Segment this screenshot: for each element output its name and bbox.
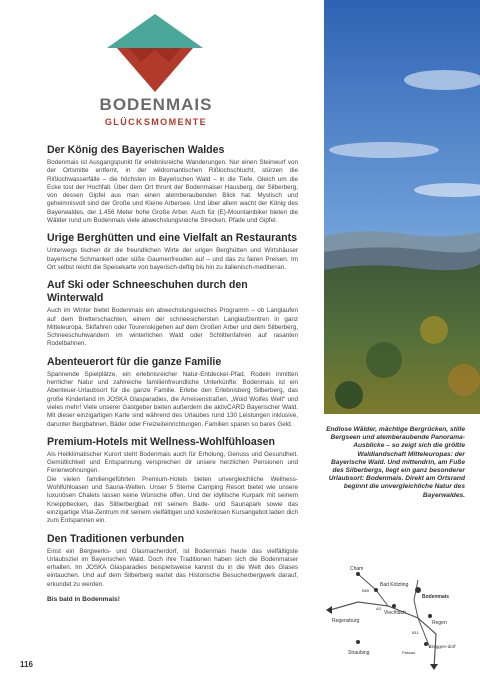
section-winter	[47, 279, 298, 348]
section-berghuetten	[47, 232, 298, 272]
label-straubing: Straubing	[348, 650, 370, 656]
article-body	[47, 144, 298, 603]
label-regensburg: Regensburg	[332, 618, 360, 624]
label-bodenmais: Bodenmais	[422, 594, 449, 600]
photo-caption: Endlose Wälder, mächtige Bergrücken, stille Bergseen und atemberaubende Panorama-Ausblicke – so zeigt sich die größte Waldlandschaft Mitteleuropas: der Bayerische Wald. Und mittendrin, am Fuße des Silberbergs, liegt ein ganz besonderer Urlaubsort: Bodenmais. Direkt am Ortsrand beginnt die unvergleichliche Natur des Bayerwaldes.	[326, 426, 465, 499]
brand-block	[90, 96, 222, 128]
label-passau: Passau	[402, 650, 416, 655]
section-text: Bodenmais ist Ausgangspunkt für erlebnisreiche Wanderungen. Nur einen Steinwurf von der Ortsmitte entfernt, in der wildromantischen Rißlochschlucht, stürzen die Rißlochwasserfälle – die höchsten im Bayerischen Wald – in die Tiefe. Gleich um die Ecke tost der Hochfall. Über dem Ort thront der Bodenmaiser Hausberg, der Silberberg, von dessen Gipfel aus man einen atemberaubenden Blick hat. Mystisch und geheimnisvoll sind der Große und Kleine Arbersee. Und über allem wacht der König des Bayerwaldes, der 1.456 Meter hohe Große Arber. Auch für (E)-Mountainbiker bieten die Wälder rund um Bodenmais viele abwechslungsreiche Strecken, Pfade und Gipfel.	[47, 159, 298, 225]
marker-viechtach	[392, 604, 396, 608]
bodenmais-logo	[107, 14, 203, 92]
marker-cham	[356, 572, 360, 576]
section-text: Einst ein Bergwerks- und Glasmacherdorf, ist Bodenmais heute das vielfältigste Urlaubsziel im Bayerischen Wald. Doch ihre Traditionen haben sich die Bodenmaiser erhalten. Im JOSKA Glasparadies beispielsweise kannst du in die Welt des Glases eintauchen. Und auf dem Silberberg wartet das Historische Besucherbergwerk darauf, erkundet zu werden.	[47, 547, 298, 588]
section-heading: Premium-Hotels mit Wellness-Wohlfühloasen	[47, 435, 275, 448]
marker-bad-koetzting	[374, 588, 378, 592]
section-familie	[47, 356, 298, 429]
logo-teal-peak	[107, 14, 203, 48]
marker-straubing	[356, 640, 360, 644]
section-heading: Auf Ski oder Schneeschuhen durch den Winterwald	[47, 279, 248, 305]
section-heading: Abenteuerort für die ganze Familie	[47, 355, 222, 368]
label-b85: B85	[362, 588, 370, 593]
logo-red-heart	[117, 48, 193, 92]
section-wellness	[47, 436, 298, 526]
section-heading: Urige Berghütten und eine Vielfalt an Restaurants	[47, 232, 297, 245]
location-map	[318, 560, 468, 678]
section-text: Auch im Winter bietet Bodenmais ein abwechslungsreiches Programm – ob Langlaufen auf dem Bretterschachten, einem der schneesichersten Langlaufzentren in ganz Mitteleuropa, Skifahren oder Tourenskigehen auf dem Großen Arber und dem Silberberg, Schneeschuhwandern im winterlichen Wald oder Schlittenfahren auf rasanten Rodelbahnen.	[47, 307, 298, 348]
section-text: Als Heilklimatischer Kurort steht Bodenmais auch für Erholung, Genuss und Gesundheit. Gemütlichkeit und Entspannung versprechen dir unsere herzlichen Pensionen und Ferienwohnungen. Die vielen familiengeführten Premium-Hotels bieten unvergleichliche Wellness-Wohlfühloasen und Sauna-Welten. Unser 5 Sterne Camping Resort bietet wie unsere luxuriösen Chalets lassen keine Wünsche offen. Und der idyllische Kurpark mit seinem Kneippbecken, das Silberbergbad mit seinem Bade- und Saunapark sowie das einzigartige Vital-Zentrum mit seinem vielfältigen und kostenlosen Kursangebot laden dich zum Entspannen ein.	[47, 450, 298, 525]
landscape-photo	[324, 0, 480, 414]
marker-bodenmais	[415, 587, 421, 593]
label-regen: Regen	[432, 620, 447, 626]
arrow-passau	[430, 664, 438, 670]
marker-regen	[428, 614, 432, 618]
arrow-regensburg	[326, 606, 332, 614]
section-text: Unterwegs tischen dir die freundlichen Wirte der urigen Berghütten und Wirtshäuser bayerische Schmankerl oder süße Gaumenfreuden auf – und das zu fairen Preisen. Im Ort selbst reicht die Speisekarte von bayerisch-deftig bis hin zu italienisch-mediterran.	[47, 247, 298, 271]
closing-line: Bis bald in Bodenmais!	[47, 595, 120, 603]
label-a3: A3	[376, 606, 381, 611]
label-bad-koetzting: Bad Kötzting	[380, 582, 409, 588]
label-deggendorf: Deggen-dorf	[430, 644, 456, 649]
label-viechtach: Viechtach	[384, 610, 406, 616]
section-heading: Der König des Bayerischen Waldes	[47, 144, 225, 156]
brand-name: BODENMAIS	[99, 95, 213, 114]
section-koenig	[47, 144, 298, 225]
brand-tagline: GLÜCKSMOMENTE	[104, 117, 208, 127]
marker-deggendorf	[424, 642, 428, 646]
section-heading: Den Traditionen verbunden	[47, 532, 185, 545]
section-traditionen	[47, 533, 298, 589]
section-text: Spannende Spielplätze, ein erlebnisreicher Natur-Entdecker-Pfad, Rodeln inmitten herrlicher Natur und zahlreiche familienfreundliche Unterkünfte: Bodenmais ist ein Abenteuer-Urlaubsort für die ganze Familie. Erlebe den Erlebnisberg Silberberg, das große Kinderland im JOSKA Glasparadies, die Ameisenstraßen, „Woid Woifes Welt“ und vieles mehr! Viele unserer Gastgeber bieten außerdem die aktivCARD Bayerischer Wald. Mit dieser einzigartigen Karte sind während des Urlaubes rund 130 Leistungen inklusive, darunter Bergbahnen, Bäder oder Freizeiteinrichtungen. Familien sparen so bares Geld.	[47, 370, 298, 428]
road-a3	[330, 602, 436, 668]
label-b11: B11	[412, 630, 419, 635]
page-number: 116	[20, 660, 33, 669]
label-cham: Cham	[350, 566, 364, 572]
